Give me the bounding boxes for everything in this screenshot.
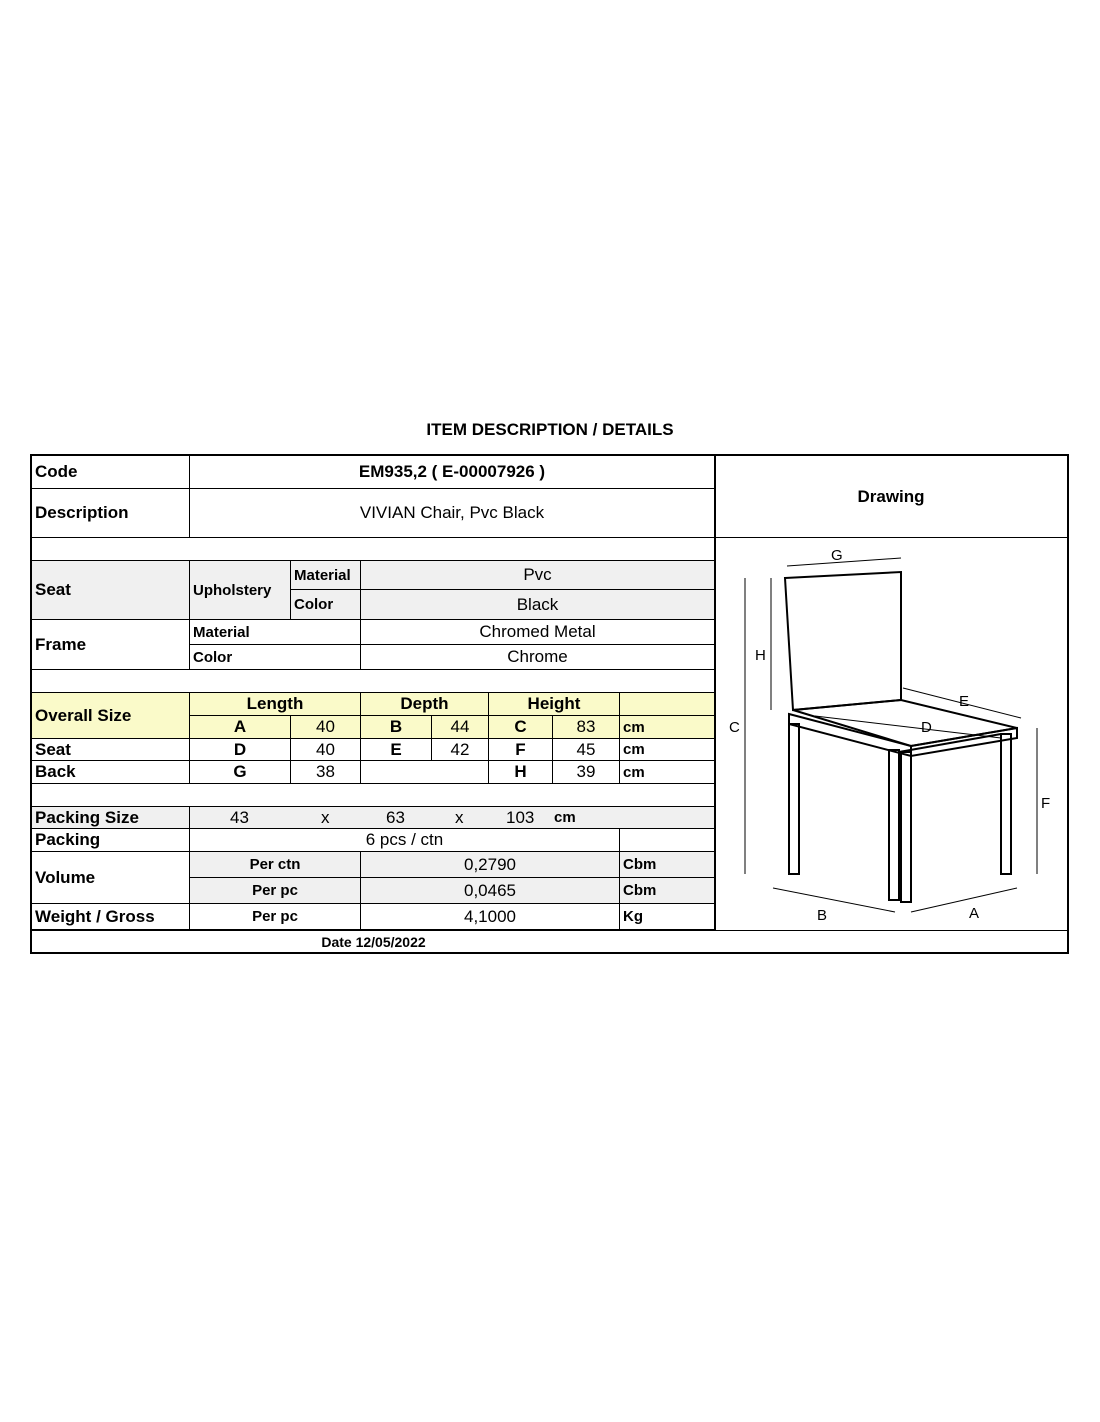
volume-per-pc-unit: Cbm: [620, 878, 715, 904]
dim-line-d: [815, 716, 1001, 738]
volume-per-pc-label: Per pc: [190, 878, 361, 904]
seat-color-value: Black: [361, 590, 715, 620]
page-title: ITEM DESCRIPTION / DETAILS: [426, 420, 674, 439]
chair-leg-front-right-b: [901, 752, 911, 902]
packing-height: 103: [506, 807, 535, 827]
drawing-letter-f: F: [1041, 795, 1051, 812]
dim-f-letter: F: [489, 739, 553, 761]
drawing-letter-g: G: [831, 547, 843, 564]
packing-label: Packing: [32, 829, 190, 852]
overall-unit: cm: [620, 716, 715, 739]
frame-material-label: Material: [190, 620, 361, 645]
chair-leg-front-left: [789, 724, 799, 874]
dim-e-value: 42: [432, 739, 489, 761]
dim-b-value: 44: [432, 716, 489, 739]
volume-per-ctn-value: 0,2790: [361, 852, 620, 878]
description-label: Description: [32, 489, 190, 538]
date-text: Date 12/05/2022: [321, 934, 426, 950]
dim-d-value: 40: [291, 739, 361, 761]
chair-drawing: [715, 538, 1069, 930]
drawing-letter-c: C: [729, 719, 740, 736]
volume-per-pc-value: 0,0465: [361, 878, 620, 904]
drawing-letter-a: A: [969, 905, 980, 922]
dim-line-a: [911, 888, 1017, 912]
weight-unit: Kg: [620, 904, 715, 930]
dim-c-value: 83: [553, 716, 620, 739]
dim-h-value: 39: [553, 761, 620, 784]
code-value: EM935,2 ( E-00007926 ): [190, 456, 715, 489]
depth-header: Depth: [361, 693, 489, 716]
packing-size-label: Packing Size: [32, 807, 190, 829]
upholstery-label: Upholstery: [190, 561, 291, 620]
frame-label: Frame: [32, 620, 190, 670]
seat-material-value: Pvc: [361, 561, 715, 590]
packing-unit: cm: [554, 809, 576, 826]
packing-x1: x: [321, 807, 330, 827]
seat-color-label: Color: [291, 590, 361, 620]
empty-cell: [361, 761, 489, 784]
back-dims-unit: cm: [620, 761, 715, 784]
dim-a-letter: A: [190, 716, 291, 739]
length-header: Length: [190, 693, 361, 716]
dim-g-letter: G: [190, 761, 291, 784]
item-details-sheet: [30, 454, 1069, 954]
drawing-letter-h: H: [755, 647, 766, 664]
packing-size-value: [190, 807, 715, 829]
frame-color-value: Chrome: [361, 645, 715, 670]
dim-c-letter: C: [489, 716, 553, 739]
volume-label: Volume: [32, 852, 190, 904]
spacer-row: [32, 784, 715, 807]
description-value: VIVIAN Chair, Pvc Black: [190, 489, 715, 538]
chair-back-shape: [785, 572, 901, 710]
dim-d-letter: D: [190, 739, 291, 761]
dim-f-value: 45: [553, 739, 620, 761]
unit-header: [620, 693, 715, 716]
frame-color-label: Color: [190, 645, 361, 670]
packing-length: 43: [230, 807, 249, 827]
back-dims-label: Back: [32, 761, 190, 784]
seat-dims-label: Seat: [32, 739, 190, 761]
empty-cell: [620, 829, 715, 852]
code-label: Code: [32, 456, 190, 489]
dim-line-b: [773, 888, 895, 912]
dim-b-letter: B: [361, 716, 432, 739]
overall-size-label: Overall Size: [32, 693, 190, 739]
dim-line-g: [787, 558, 901, 566]
chair-leg-front-right: [889, 750, 899, 900]
seat-material-label: Material: [291, 561, 361, 590]
weight-label: Weight / Gross: [32, 904, 190, 930]
spacer-row: [32, 670, 715, 693]
volume-per-ctn-label: Per ctn: [190, 852, 361, 878]
dim-g-value: 38: [291, 761, 361, 784]
drawing-divider: [715, 456, 716, 930]
seat-label: Seat: [32, 561, 190, 620]
chair-drawing-svg: [715, 538, 1069, 930]
packing-width: 63: [386, 807, 405, 827]
drawing-letter-d: D: [921, 719, 932, 736]
frame-material-value: Chromed Metal: [361, 620, 715, 645]
spacer-row: [32, 538, 715, 561]
weight-value: 4,1000: [361, 904, 620, 930]
drawing-letter-e: E: [959, 693, 970, 710]
chair-leg-back-right: [1001, 734, 1011, 874]
dim-e-letter: E: [361, 739, 432, 761]
packing-value: 6 pcs / ctn: [190, 829, 620, 852]
packing-x2: x: [455, 807, 464, 827]
height-header: Height: [489, 693, 620, 716]
drawing-letter-b: B: [817, 907, 828, 924]
seat-dims-unit: cm: [620, 739, 715, 761]
dim-h-letter: H: [489, 761, 553, 784]
weight-per-pc-label: Per pc: [190, 904, 361, 930]
volume-per-ctn-unit: Cbm: [620, 852, 715, 878]
dim-a-value: 40: [291, 716, 361, 739]
drawing-label: Drawing: [715, 456, 1067, 538]
